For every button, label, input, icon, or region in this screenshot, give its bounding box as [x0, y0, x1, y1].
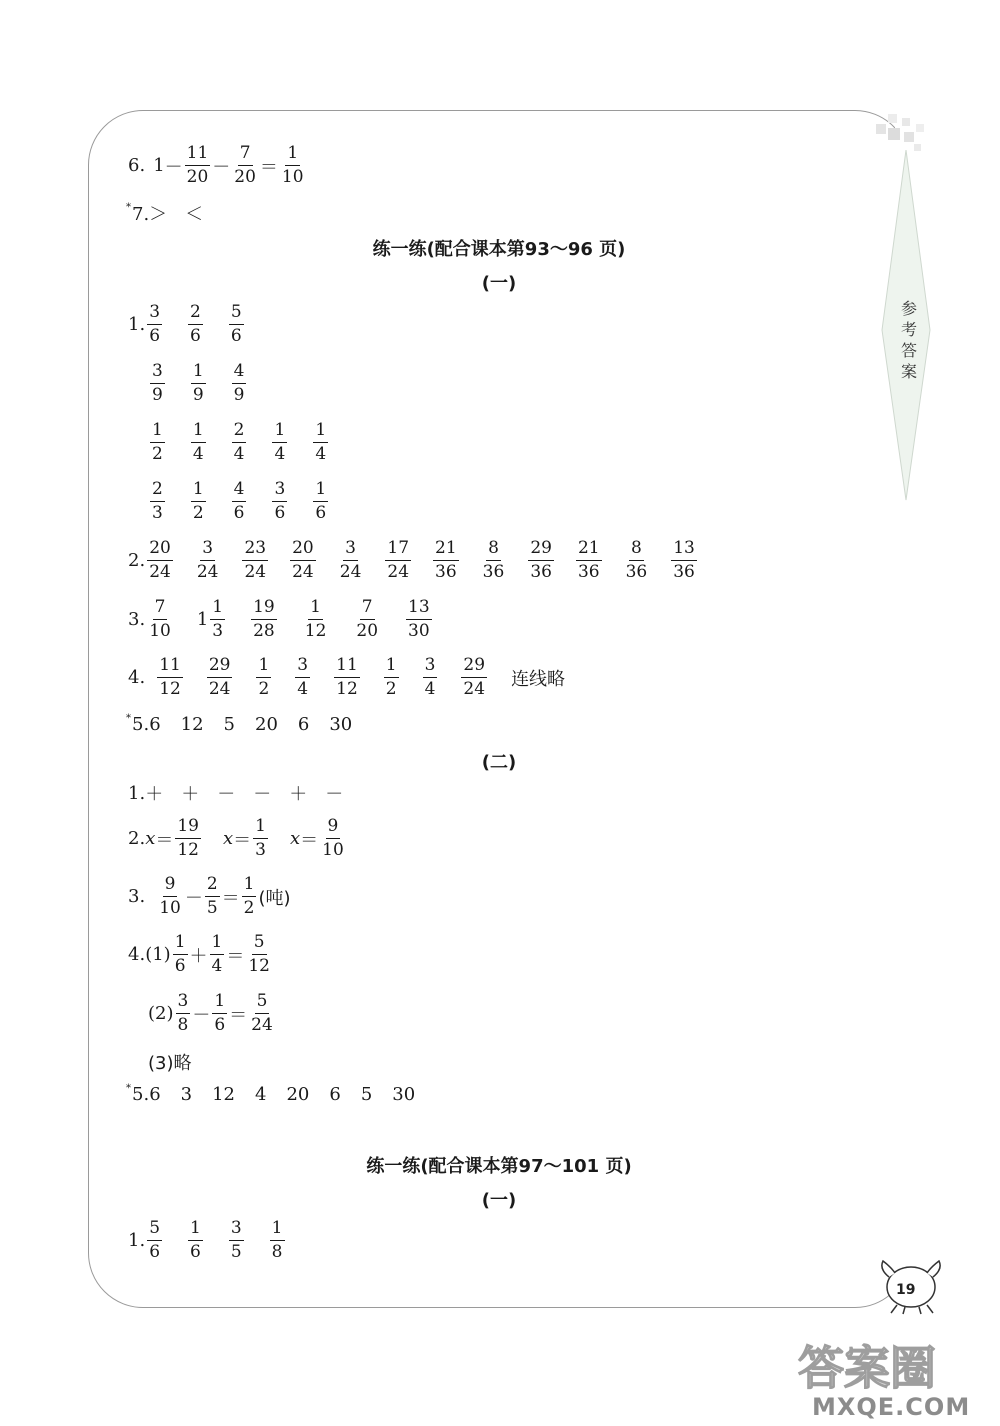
fraction: 9 10 — [159, 874, 181, 918]
fraction: 29 24 — [463, 655, 486, 699]
fraction: 3 24 — [339, 538, 362, 582]
fraction: 2 5 — [206, 874, 218, 918]
fraction: 1 6 — [214, 991, 226, 1035]
note-text: 连线略 — [511, 668, 566, 690]
s1-q1-row4 — [148, 479, 330, 524]
s1p2-q2: 2. x ＝ 19 12 x ＝ 1 3 x ＝ 9 10 — [128, 816, 344, 860]
fraction: 7 20 — [234, 143, 256, 187]
question-number: 1. — [128, 314, 146, 335]
s1p2-q3: 3. 9 10 － 2 5 ＝ 1 2 (吨) — [128, 874, 291, 918]
fraction: 1 6 — [174, 932, 186, 976]
optional-star: * — [126, 1083, 131, 1094]
svg-text:答案圈: 答案圈 — [798, 1341, 936, 1395]
part-two-heading: (二) — [481, 752, 517, 773]
fraction: 5 6 — [149, 1218, 161, 1262]
fraction: 23 24 — [244, 538, 267, 582]
fraction: 3 9 — [152, 361, 163, 405]
s1-q4 — [128, 655, 565, 700]
fraction: 11 20 — [186, 143, 209, 187]
fraction: 1 10 — [281, 143, 304, 187]
fraction: 3 6 — [149, 302, 161, 346]
fraction: 3 6 — [274, 479, 286, 523]
question-number: 1. — [128, 782, 146, 804]
fraction: 1 6 — [315, 479, 327, 523]
fraction: 29 24 — [208, 655, 231, 699]
s1-q1-row1 — [128, 302, 246, 347]
side-label-answers: 参 考 答 案 — [900, 299, 917, 381]
s1-q1-row2 — [148, 361, 248, 406]
fraction: 1 2 — [258, 655, 270, 699]
question-number: 5. — [132, 714, 150, 735]
fraction: 1 9 — [192, 361, 204, 405]
question-number: 1. — [128, 1230, 146, 1251]
fraction: 1 4 — [315, 420, 327, 464]
fraction: 1 2 — [152, 420, 163, 464]
fraction: 1 2 — [385, 655, 397, 699]
fraction: 7 20 — [356, 597, 379, 641]
fraction: 2 6 — [190, 302, 201, 346]
q6-prev: 6. 1 － 11 20 － 7 20 ＝ 1 10 — [128, 143, 304, 187]
fraction: 3 8 — [177, 991, 189, 1035]
q6-number: 6. — [128, 155, 146, 176]
fraction: 13 30 — [408, 597, 430, 641]
s1p2-q5: * 5. 6 3 12 4 20 6 5 30 — [126, 1083, 416, 1105]
question-number: 5. — [132, 1084, 150, 1105]
s1p2-q4-2: (2) 3 8 － 1 6 ＝ 5 24 — [148, 991, 273, 1035]
page-number: 19 — [896, 1282, 916, 1298]
fraction: 1 2 — [192, 479, 204, 523]
fraction: 5 12 — [248, 932, 270, 976]
section-title-93-96: 练一练(配合课本第93～96 页) — [372, 239, 626, 260]
fraction: 11 12 — [159, 655, 181, 699]
fraction: 3 5 — [230, 1218, 242, 1262]
fraction: 17 24 — [387, 538, 410, 582]
fraction: 11 12 — [336, 655, 358, 699]
s1-q3 — [128, 597, 434, 642]
q7-answer: 7.＞ ＜ — [132, 204, 204, 225]
fraction: 5 6 — [230, 302, 242, 346]
fraction: 21 36 — [577, 538, 600, 582]
fraction: 20 24 — [149, 538, 171, 582]
fraction: 7 10 — [149, 597, 171, 641]
part-one-heading-2: (一) — [481, 1190, 517, 1211]
s1p2-q4-3: (3)略 — [148, 1053, 192, 1074]
question-number: 2. — [128, 828, 146, 849]
fraction: 1 3 — [255, 816, 266, 860]
fraction: 9 10 — [322, 816, 344, 860]
fraction: 5 24 — [251, 991, 273, 1035]
fraction: 20 24 — [292, 538, 314, 582]
fraction: 1 6 — [190, 1218, 201, 1262]
s1p2-q1: 1. ＋ ＋ － － ＋ － — [128, 782, 344, 805]
q7-prev — [126, 200, 203, 226]
fraction: 8 36 — [482, 538, 505, 582]
question-number: 2. — [128, 550, 146, 571]
q6-one: 1 — [153, 155, 165, 176]
s1-q5: * 5. 6 12 5 20 6 30 — [126, 713, 353, 735]
fraction: 19 12 — [177, 816, 199, 860]
section-title-97-101: 练一练(配合课本第97～101 页) — [366, 1156, 632, 1177]
fraction: 4 9 — [233, 361, 245, 405]
watermark-text: MXQE.COM — [812, 1393, 971, 1421]
fraction: 21 36 — [435, 538, 457, 582]
fraction: 3 4 — [297, 655, 309, 699]
unit-text: (吨) — [258, 887, 291, 909]
fraction: 8 36 — [625, 538, 648, 582]
s1-q1-row3 — [148, 420, 330, 465]
fraction: 3 24 — [196, 538, 219, 582]
s1-q2 — [128, 538, 699, 583]
fraction: 1 4 — [192, 420, 204, 464]
fraction: 1 2 — [243, 874, 255, 918]
question-number: 3. — [128, 609, 146, 630]
question-number: 4. — [128, 944, 146, 965]
part-one-heading: (一) — [481, 273, 517, 294]
question-number: 4. — [128, 667, 146, 688]
fraction: 1 8 — [271, 1218, 283, 1262]
optional-star: * — [126, 713, 131, 724]
s1p2-q4-1: 4. (1) 1 6 ＋ 1 4 ＝ 5 12 — [128, 932, 270, 976]
fraction: 2 3 — [152, 479, 163, 523]
fraction: 3 4 — [424, 655, 436, 699]
fraction: 4 6 — [233, 479, 245, 523]
fraction: 19 28 — [253, 597, 275, 641]
fraction: 1 4 — [274, 420, 286, 464]
question-number: 3. — [128, 886, 146, 907]
mixed-whole: 1 — [196, 609, 209, 630]
fraction: 1 3 — [212, 597, 224, 641]
fraction: 29 36 — [530, 538, 552, 582]
fraction: 1 4 — [211, 932, 223, 976]
optional-star: * — [126, 201, 131, 213]
s2p1-q1 — [128, 1218, 287, 1263]
fraction: 13 36 — [673, 538, 695, 582]
fraction: 2 4 — [233, 420, 245, 464]
fraction: 1 12 — [304, 597, 327, 641]
